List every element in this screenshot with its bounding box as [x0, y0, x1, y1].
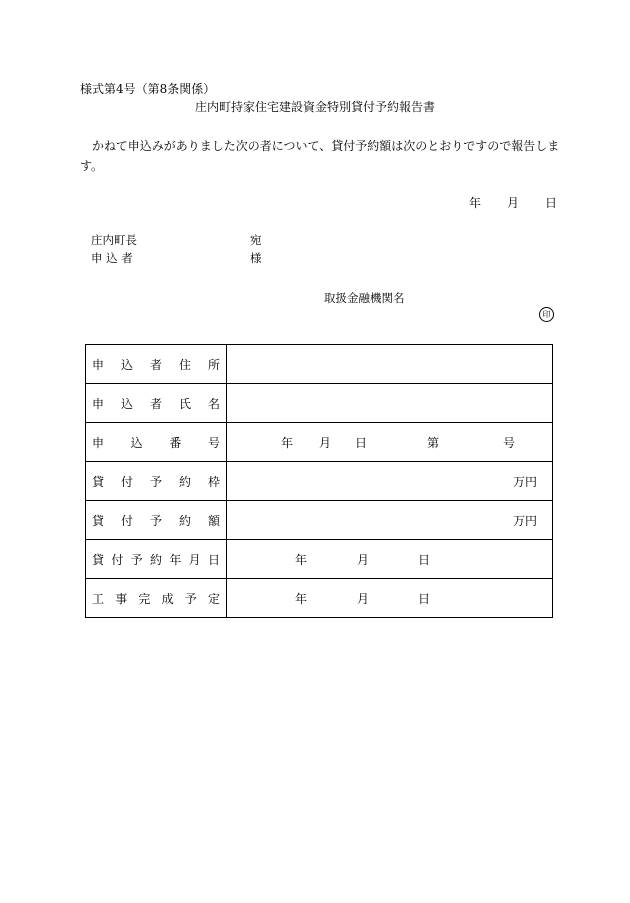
row-label-char: 予 [149, 474, 162, 489]
date-day-label: 日 [545, 196, 558, 210]
table-row [86, 540, 553, 579]
go-label: 号 [503, 436, 516, 450]
row-label-char: 額 [207, 513, 220, 528]
institution-label: 取扱金融機関名 [324, 291, 405, 305]
row-label-char: 貸 [92, 513, 105, 528]
row-label-char: 者 [149, 357, 162, 372]
row-label-char: 年 [169, 552, 182, 567]
form-number: 様式第4号（第8条関係） [80, 82, 216, 96]
row-label [86, 384, 227, 423]
day-label: 日 [418, 592, 431, 606]
row-label [86, 462, 227, 501]
row-label-char: 名 [207, 396, 220, 411]
addressee-honorific: 宛 [250, 233, 262, 247]
report-table [85, 344, 553, 618]
year-label: 年 [281, 436, 294, 450]
row-label-char: 事 [115, 591, 128, 606]
table-row [86, 384, 553, 423]
row-value-field[interactable] [227, 540, 553, 579]
applicant-honorific: 様 [250, 251, 262, 265]
row-label-char: 住 [178, 357, 191, 372]
row-label-char: 所 [207, 357, 220, 372]
row-value-field[interactable] [227, 579, 553, 618]
row-label-char: 込 [120, 357, 133, 372]
row-label-char: 定 [207, 591, 220, 606]
row-value-content [227, 579, 552, 617]
row-label-char: 込 [120, 396, 133, 411]
day-label: 日 [418, 553, 431, 567]
month-label: 月 [319, 436, 332, 450]
row-label [86, 579, 227, 618]
row-label-char: 予 [184, 591, 197, 606]
row-label-char: 貸 [92, 552, 105, 567]
row-label-char: 号 [207, 435, 220, 450]
row-label-char: 枠 [207, 474, 220, 489]
table-row [86, 501, 553, 540]
date-year-label: 年 [469, 196, 482, 210]
row-label-char: 約 [149, 552, 162, 567]
date-month-label: 月 [507, 196, 520, 210]
month-label: 月 [357, 553, 370, 567]
row-label-text [92, 512, 220, 529]
page-title: 庄内町持家住宅建設資金特別貸付予約報告書 [194, 100, 435, 114]
table-row [86, 423, 553, 462]
row-label-char: 約 [178, 513, 191, 528]
dai-label: 第 [427, 436, 440, 450]
row-label-char: 込 [130, 435, 143, 450]
row-label-char: 貸 [92, 474, 105, 489]
row-label-char: 付 [120, 513, 133, 528]
row-label-char: 成 [161, 591, 174, 606]
row-label-char: 氏 [178, 396, 191, 411]
row-label-text [92, 356, 220, 373]
row-label-text [92, 434, 220, 451]
row-label-char: 約 [178, 474, 191, 489]
row-label-text [92, 551, 220, 568]
table-row [86, 579, 553, 618]
row-label-char: 付 [120, 474, 133, 489]
row-label [86, 501, 227, 540]
row-label-char: 申 [92, 357, 105, 372]
table-row [86, 462, 553, 501]
row-label-char: 予 [149, 513, 162, 528]
row-label-text [92, 473, 220, 490]
addressee-label: 庄内町長 [91, 233, 137, 247]
row-label [86, 540, 227, 579]
row-value-field[interactable] [227, 462, 553, 501]
row-label-char: 番 [169, 435, 182, 450]
body-text: かねて申込みがありました次の者について、貸付予約額は次のとおりですので報告します。 [80, 139, 560, 173]
row-value-content [227, 540, 552, 578]
row-label-char: 月 [188, 552, 201, 567]
row-value-content [227, 501, 552, 539]
table-row [86, 345, 553, 384]
day-label: 日 [355, 436, 368, 450]
row-label-char: 者 [149, 396, 162, 411]
row-value-content [227, 345, 552, 383]
row-label-char: 完 [138, 591, 151, 606]
row-label-char: 申 [92, 396, 105, 411]
row-value-content [227, 462, 552, 500]
row-label-char: 日 [207, 552, 220, 567]
report-date [469, 194, 557, 211]
month-label: 月 [357, 592, 370, 606]
row-label-char: 予 [130, 552, 143, 567]
year-label: 年 [295, 592, 308, 606]
row-label-char: 付 [111, 552, 124, 567]
applicant-label: 申 込 者 [91, 251, 133, 265]
unit-label: 万円 [513, 475, 538, 489]
row-value-field[interactable] [227, 423, 553, 462]
row-label [86, 345, 227, 384]
seal-mark: 印 [539, 307, 554, 322]
row-label-text [92, 395, 220, 412]
row-label-char: 工 [92, 591, 105, 606]
row-label-char: 申 [92, 435, 105, 450]
row-label-text [92, 590, 220, 607]
year-label: 年 [295, 553, 308, 567]
unit-label: 万円 [513, 514, 538, 528]
row-label [86, 423, 227, 462]
row-value-field[interactable] [227, 501, 553, 540]
row-value-field[interactable] [227, 384, 553, 423]
row-value-field[interactable] [227, 345, 553, 384]
row-value-content [227, 384, 552, 422]
row-value-content [227, 423, 552, 461]
